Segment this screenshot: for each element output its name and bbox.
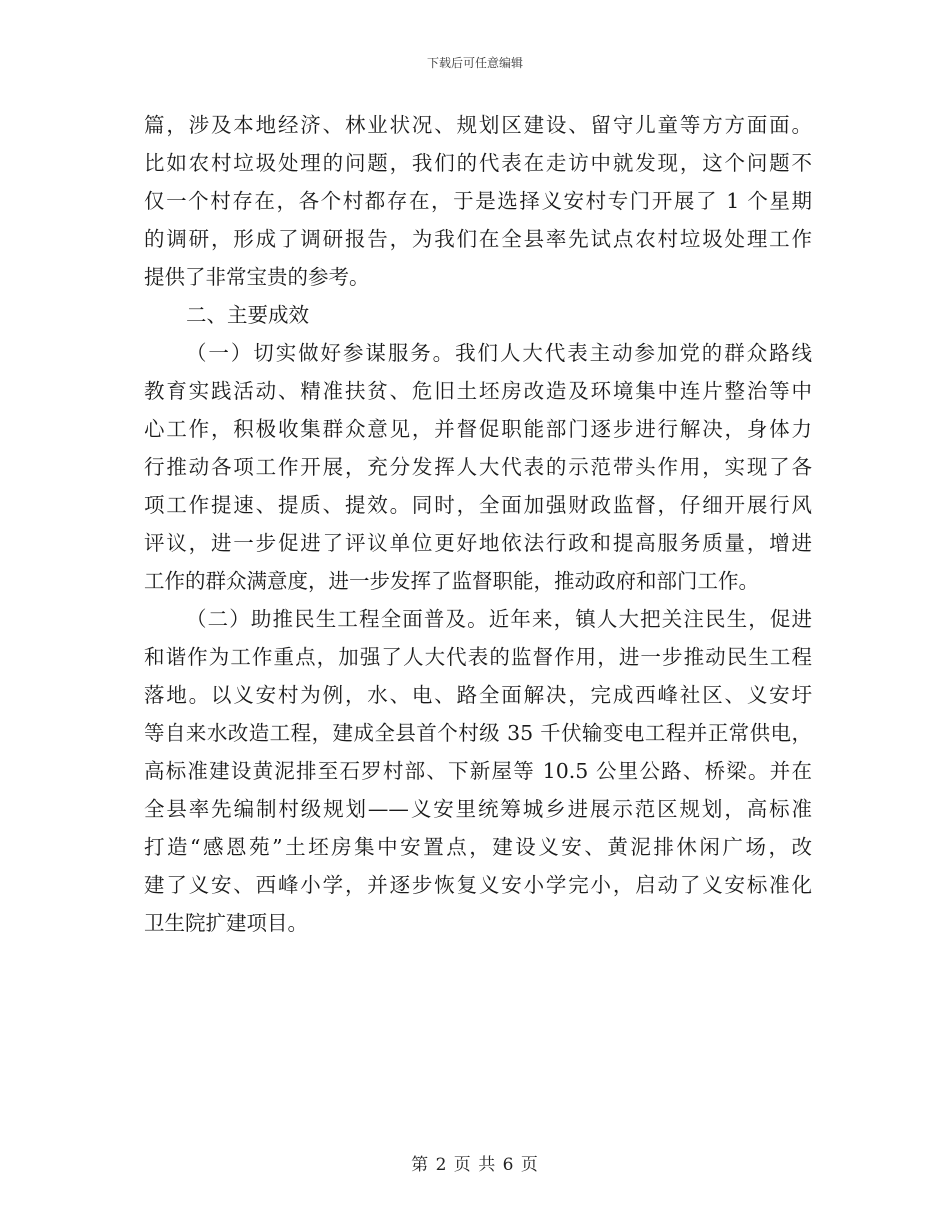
text-line: 篇，涉及本地经济、林业状况、规划区建设、留守儿童等方方面面。 <box>144 113 812 137</box>
text-line: 全县率先编制村级规划——义安里统筹城乡进展示范区规划，高标准 <box>144 797 812 821</box>
text-line: 心工作，积极收集群众意见，并督促职能部门逐步进行解决，身体力 <box>144 417 812 441</box>
page-header: 下载后可任意编辑 <box>426 56 523 70</box>
text-line: 项工作提速、提质、提效。同时，全面加强财政监督，仔细开展行风 <box>144 493 812 517</box>
text-line: 高标准建设黄泥排至石罗村部、下新屋等 10.5 公里公路、桥梁。并在 <box>144 759 812 783</box>
text-line: 等自来水改造工程，建成全县首个村级 35 千伏输变电工程并正常供电， <box>144 721 812 745</box>
text-line: 落地。以义安村为例，水、电、路全面解决，完成西峰社区、义安圩 <box>144 683 812 707</box>
text-line: 教育实践活动、精准扶贫、危旧土坯房改造及环境集中连片整治等中 <box>144 379 812 403</box>
text-line: 工作的群众满意度，进一步发挥了监督职能，推动政府和部门工作。 <box>144 569 759 593</box>
text-line: 建了义安、西峰小学，并逐步恢复义安小学完小，启动了义安标准化 <box>144 873 812 897</box>
text-line: 评议，进一步促进了评议单位更好地依法行政和提高服务质量，增进 <box>144 531 812 555</box>
text-line: 仅一个村存在，各个村都存在，于是选择义安村专门开展了 1 个星期 <box>144 189 812 213</box>
text-line: 比如农村垃圾处理的问题，我们的代表在走访中就发现，这个问题不 <box>144 151 812 175</box>
text-line: 卫生院扩建项目。 <box>144 911 308 935</box>
page-footer: 第 2 页 共 6 页 <box>411 1155 539 1175</box>
text-line: 打造“感恩苑”土坯房集中安置点，建设义安、黄泥排休闲广场，改 <box>144 835 812 859</box>
text-line: 提供了非常宝贵的参考。 <box>144 265 370 289</box>
text-line: 和谐作为工作重点，加强了人大代表的监督作用，进一步推动民生工程 <box>144 645 812 669</box>
document-body <box>144 106 812 942</box>
paragraph-start-line: （一）切实做好参谋服务。我们人大代表主动参加党的群众路线 <box>186 341 812 365</box>
text-line: 行推动各项工作开展，充分发挥人大代表的示范带头作用，实现了各 <box>144 455 812 479</box>
section-heading: 二、主要成效 <box>186 303 309 327</box>
paragraph-start-line: （二）助推民生工程全面普及。近年来，镇人大把关注民生，促进 <box>186 607 812 631</box>
text-line: 的调研，形成了调研报告，为我们在全县率先试点农村垃圾处理工作 <box>144 227 812 251</box>
